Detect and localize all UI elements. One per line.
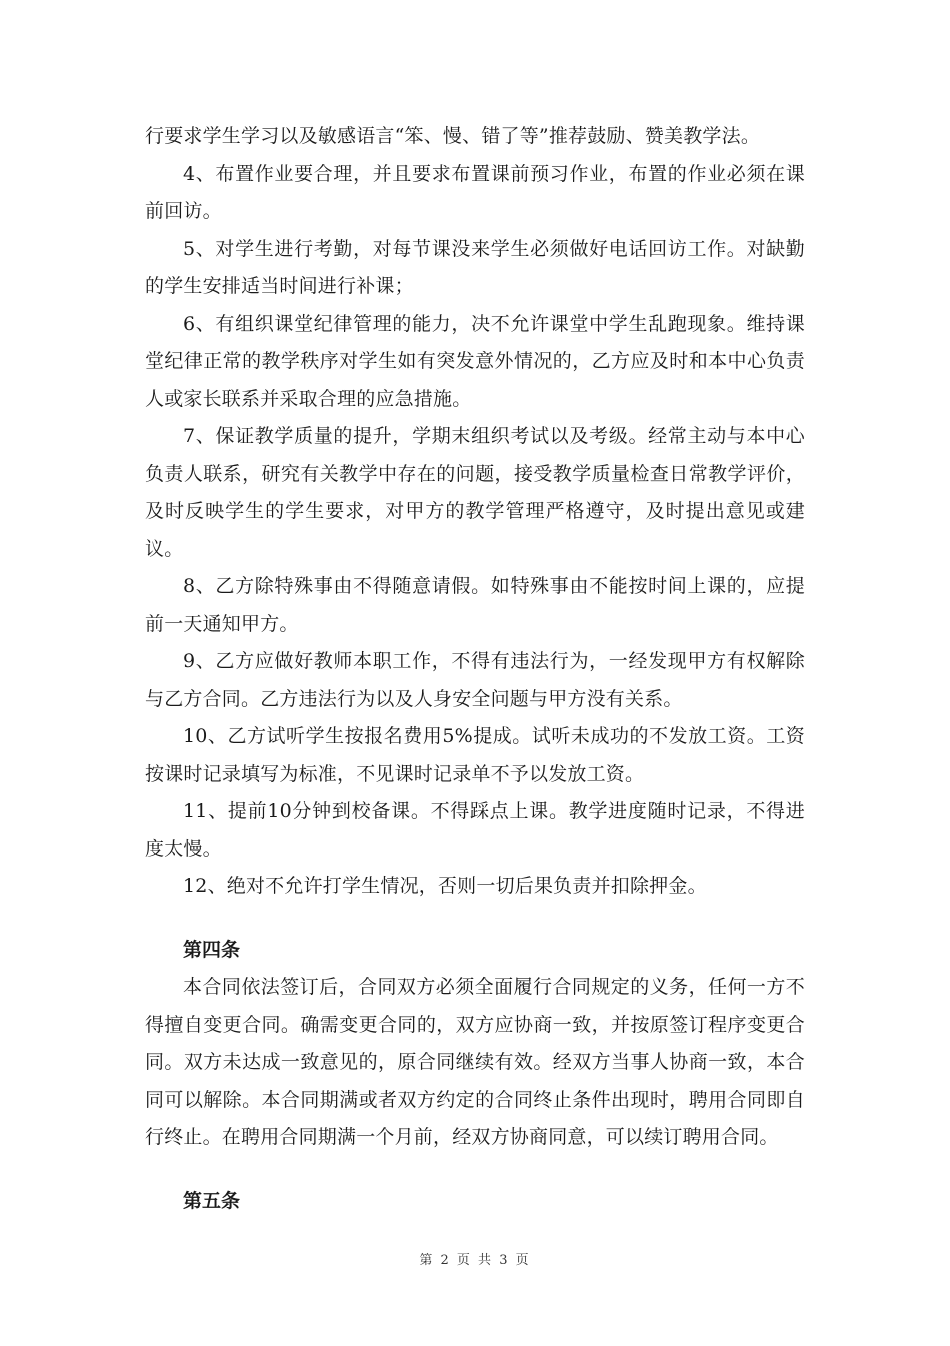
- paragraph-continued: 行要求学生学习以及敏感语言“笨、慢、错了等”推荐鼓励、赞美教学法。: [145, 125, 761, 147]
- clause-6: 6、有组织课堂纪律管理的能力，决不允许课堂中学生乱跑现象。维持课堂纪律正常的教学秩序对学生如有突发意外情况的，乙方应及时和本中心负责人或家长联系并采取合理的应急措施。: [145, 312, 805, 410]
- clause-7: 7、保证教学质量的提升，学期末组织考试以及考级。经常主动与本中心负责人联系，研究有关教学中存在的问题，接受教学质量检查日常教学评价，及时反映学生的学生要求，对甲方的教学管理严格遵守，及时提出意见或建议。: [145, 425, 805, 560]
- page-number-footer: 第 2 页 共 3 页: [419, 1253, 531, 1268]
- section-4-body: 本合同依法签订后，合同双方必须全面履行合同规定的义务，任何一方不得擅自变更合同。确需变更合同的，双方应协商一致，并按原签订程序变更合同。双方未达成一致意见的，原合同继续有效。经双方当事人协商一致，本合同可以解除。本合同期满或者双方约定的合同终止条件出现时，聘用合同即自行终止。在聘用合同期满一个月前，经双方协商同意，可以续订聘用合同。: [145, 976, 805, 1148]
- section-4-title: 第四条: [183, 938, 241, 961]
- document-body: [145, 118, 805, 1220]
- clause-10: 10、乙方试听学生按报名费用5%提成。试听未成功的不发放工资。工资按课时记录填写为标准，不见课时记录单不予以发放工资。: [145, 725, 805, 785]
- clause-5: 5、对学生进行考勤，对每节课没来学生必须做好电话回访工作。对缺勤的学生安排适当时间进行补课；: [145, 237, 805, 297]
- clause-4: 4、布置作业要合理，并且要求布置课前预习作业，布置的作业必须在课前回访。: [145, 162, 805, 222]
- clause-11: 11、提前10分钟到校备课。不得踩点上课。教学进度随时记录，不得进度太慢。: [145, 800, 805, 860]
- section-spacer: [145, 906, 805, 932]
- clause-9: 9、乙方应做好教师本职工作，不得有违法行为，一经发现甲方有权解除与乙方合同。乙方违法行为以及人身安全问题与甲方没有关系。: [145, 650, 805, 710]
- clause-12: 12、绝对不允许打学生情况，否则一切后果负责并扣除押金。: [183, 875, 707, 897]
- section-5-title: 第五条: [183, 1189, 241, 1212]
- section-spacer: [145, 1157, 805, 1183]
- clause-8: 8、乙方除特殊事由不得随意请假。如特殊事由不能按时间上课的，应提前一天通知甲方。: [145, 575, 805, 635]
